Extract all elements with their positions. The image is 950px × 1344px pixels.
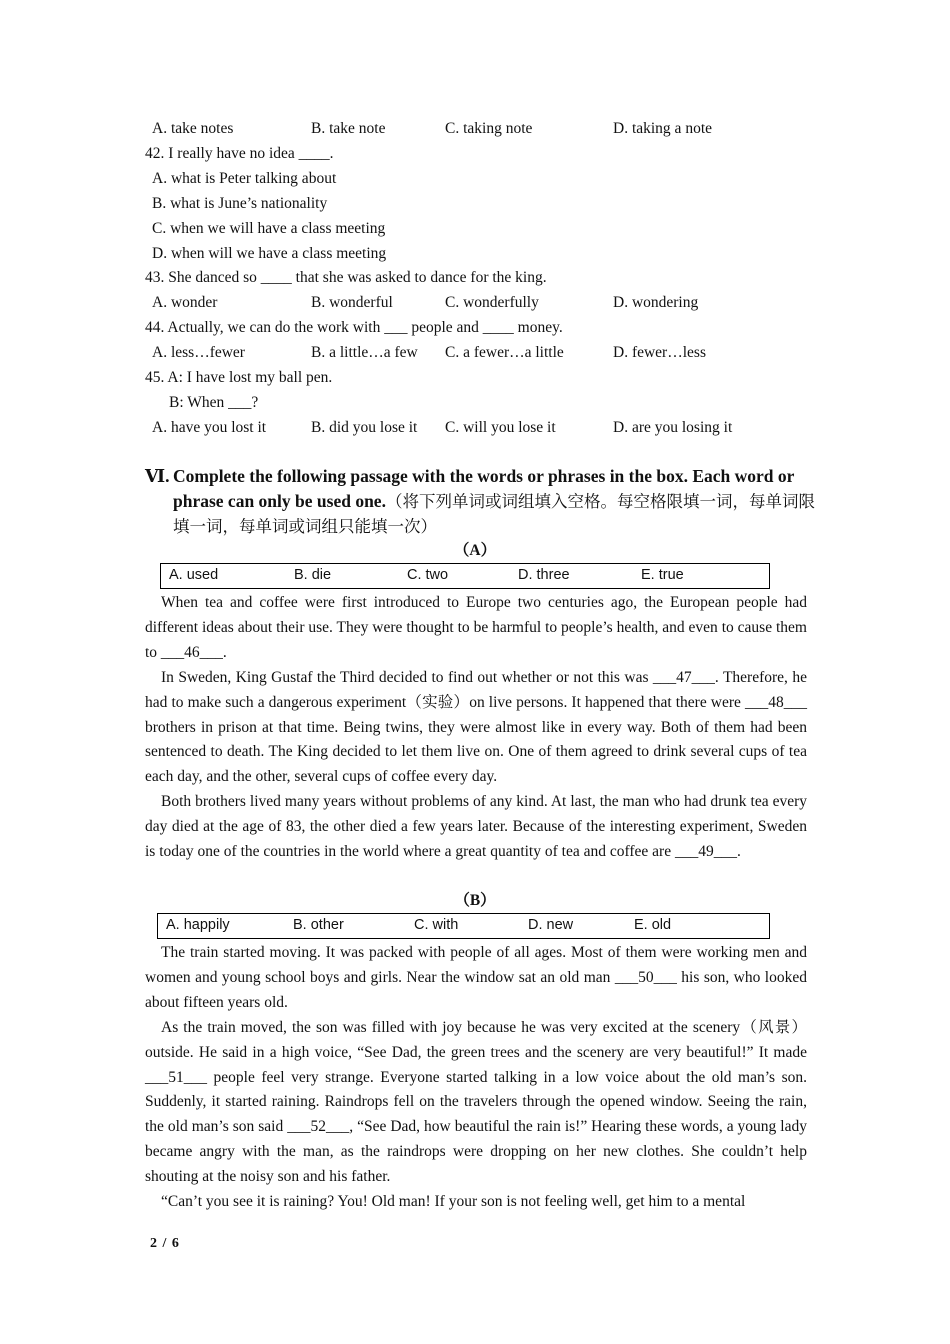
option-d: D. taking a note (613, 120, 713, 137)
option-a: A. what is Peter talking about (152, 170, 337, 187)
paragraph: As the train moved, the son was filled with joy because he was very excited at the scenery（风景）outside. He said in a high voice, “See Dad, the green trees and the scenery are very beautiful!” It made ___51___ people feel very strange. Everyone started talking in a low voice about the old man’s son. Suddenly, it started raining. Raindrops fell on the travelers through the opened window. Seeing the rain, the old man’s son said ___52___, “See Dad, how beautiful the rain is!” Hearing these words, a young lady became angry with the man, as the raindrops were dropping on her new clothes. She couldn’t help shouting at the noisy son and his father. (145, 1018, 807, 1186)
section-title: Complete the following passage with the words or phrases in the box. Each word or phrase can only be used one. (173, 466, 795, 511)
option-a: A. have you lost it (152, 419, 267, 436)
passage-b (145, 941, 807, 1215)
option-d: D. wondering (613, 294, 699, 311)
question-stem: 43. She danced so ____ that she was asked to dance for the king. (145, 269, 547, 286)
question-line-2: B: When ___? (169, 394, 259, 411)
word-box-item: C. with (414, 917, 459, 933)
word-box-item: B. die (294, 567, 332, 583)
option-c: C. wonderfully (445, 294, 539, 311)
word-box-item: A. happily (166, 917, 230, 933)
option-d: D. fewer…less (613, 344, 706, 361)
passage-a (145, 591, 807, 865)
word-box-item: D. new (528, 917, 574, 933)
paragraph: When tea and coffee were first introduced to Europe two centuries ago, the European people had different ideas about their use. They were thought to be harmful to people’s health, and even to cause them to ___46___. (145, 594, 807, 661)
option-b: B. what is June’s nationality (152, 195, 328, 212)
word-box-item: E. old (634, 917, 672, 933)
option-d: D. are you losing it (613, 419, 733, 436)
option-a: A. take notes (152, 120, 234, 137)
word-box-item: C. two (407, 567, 449, 583)
option-a: A. wonder (152, 294, 218, 311)
question-stem: 45. A: I have lost my ball pen. (145, 369, 333, 386)
option-c: C. when we will have a class meeting (152, 220, 386, 237)
paragraph: In Sweden, King Gustaf the Third decided to find out whether or not this was ___47___. Therefore, he had to make such a dangerous experiment（实验）on live persons. It happened that there were ___48___ brothers in prison at that time. Being twins, they were almost like in every way. Both of them had been sentenced to death. The King decided to let them live on. One of them agreed to drink several cups of tea each day, and the other, several cups of coffee every day. (145, 668, 807, 786)
section-number: Ⅵ. (145, 466, 170, 486)
paragraph: “Can’t you see it is raining? You! Old man! If your son is not feeling well, get him to a mental (161, 1193, 746, 1211)
question-stem: 42. I really have no idea ____. (145, 145, 334, 162)
word-box-item: E. true (641, 567, 684, 583)
part-a-label: （A） (453, 542, 497, 559)
page-number: 2 / 6 (150, 1236, 180, 1251)
option-c: C. a fewer…a little (445, 344, 564, 361)
option-b: B. a little…a few (311, 344, 418, 361)
part-b-label: （B） (454, 892, 496, 909)
option-b: B. wonderful (311, 294, 393, 311)
word-box-item: B. other (293, 917, 344, 933)
word-box-item: D. three (518, 567, 570, 583)
word-box-a (160, 563, 770, 589)
option-c: C. will you lose it (445, 419, 556, 436)
word-box-item: A. used (169, 567, 219, 583)
option-c: C. taking note (445, 120, 533, 137)
section-instructions (173, 464, 823, 539)
paragraph: Both brothers lived many years without problems of any kind. At last, the man who had drunk tea every day died at the age of 83, the other died a few years later. Because of the interesting experiment, Sweden is today one of the countries in the world where a great quantity of tea and coffee are ___49___. (145, 793, 807, 861)
section-title-chinese: （将下列单词或词组填入空格。每空格限填一词，每单词限填一词，每单词或词组只能填一次） (173, 492, 815, 536)
option-b: B. did you lose it (311, 419, 418, 436)
word-box-b (157, 913, 770, 939)
option-b: B. take note (311, 120, 386, 137)
option-a: A. less…fewer (152, 344, 245, 361)
paragraph: The train started moving. It was packed with people of all ages. Most of them were working men and women and young school boys and girls. Near the window sat an old man ___50___ his son, who looked about fifteen years old. (145, 944, 807, 1011)
question-stem: 44. Actually, we can do the work with ___ people and ____ money. (145, 319, 563, 336)
option-d: D. when will we have a class meeting (152, 245, 387, 262)
